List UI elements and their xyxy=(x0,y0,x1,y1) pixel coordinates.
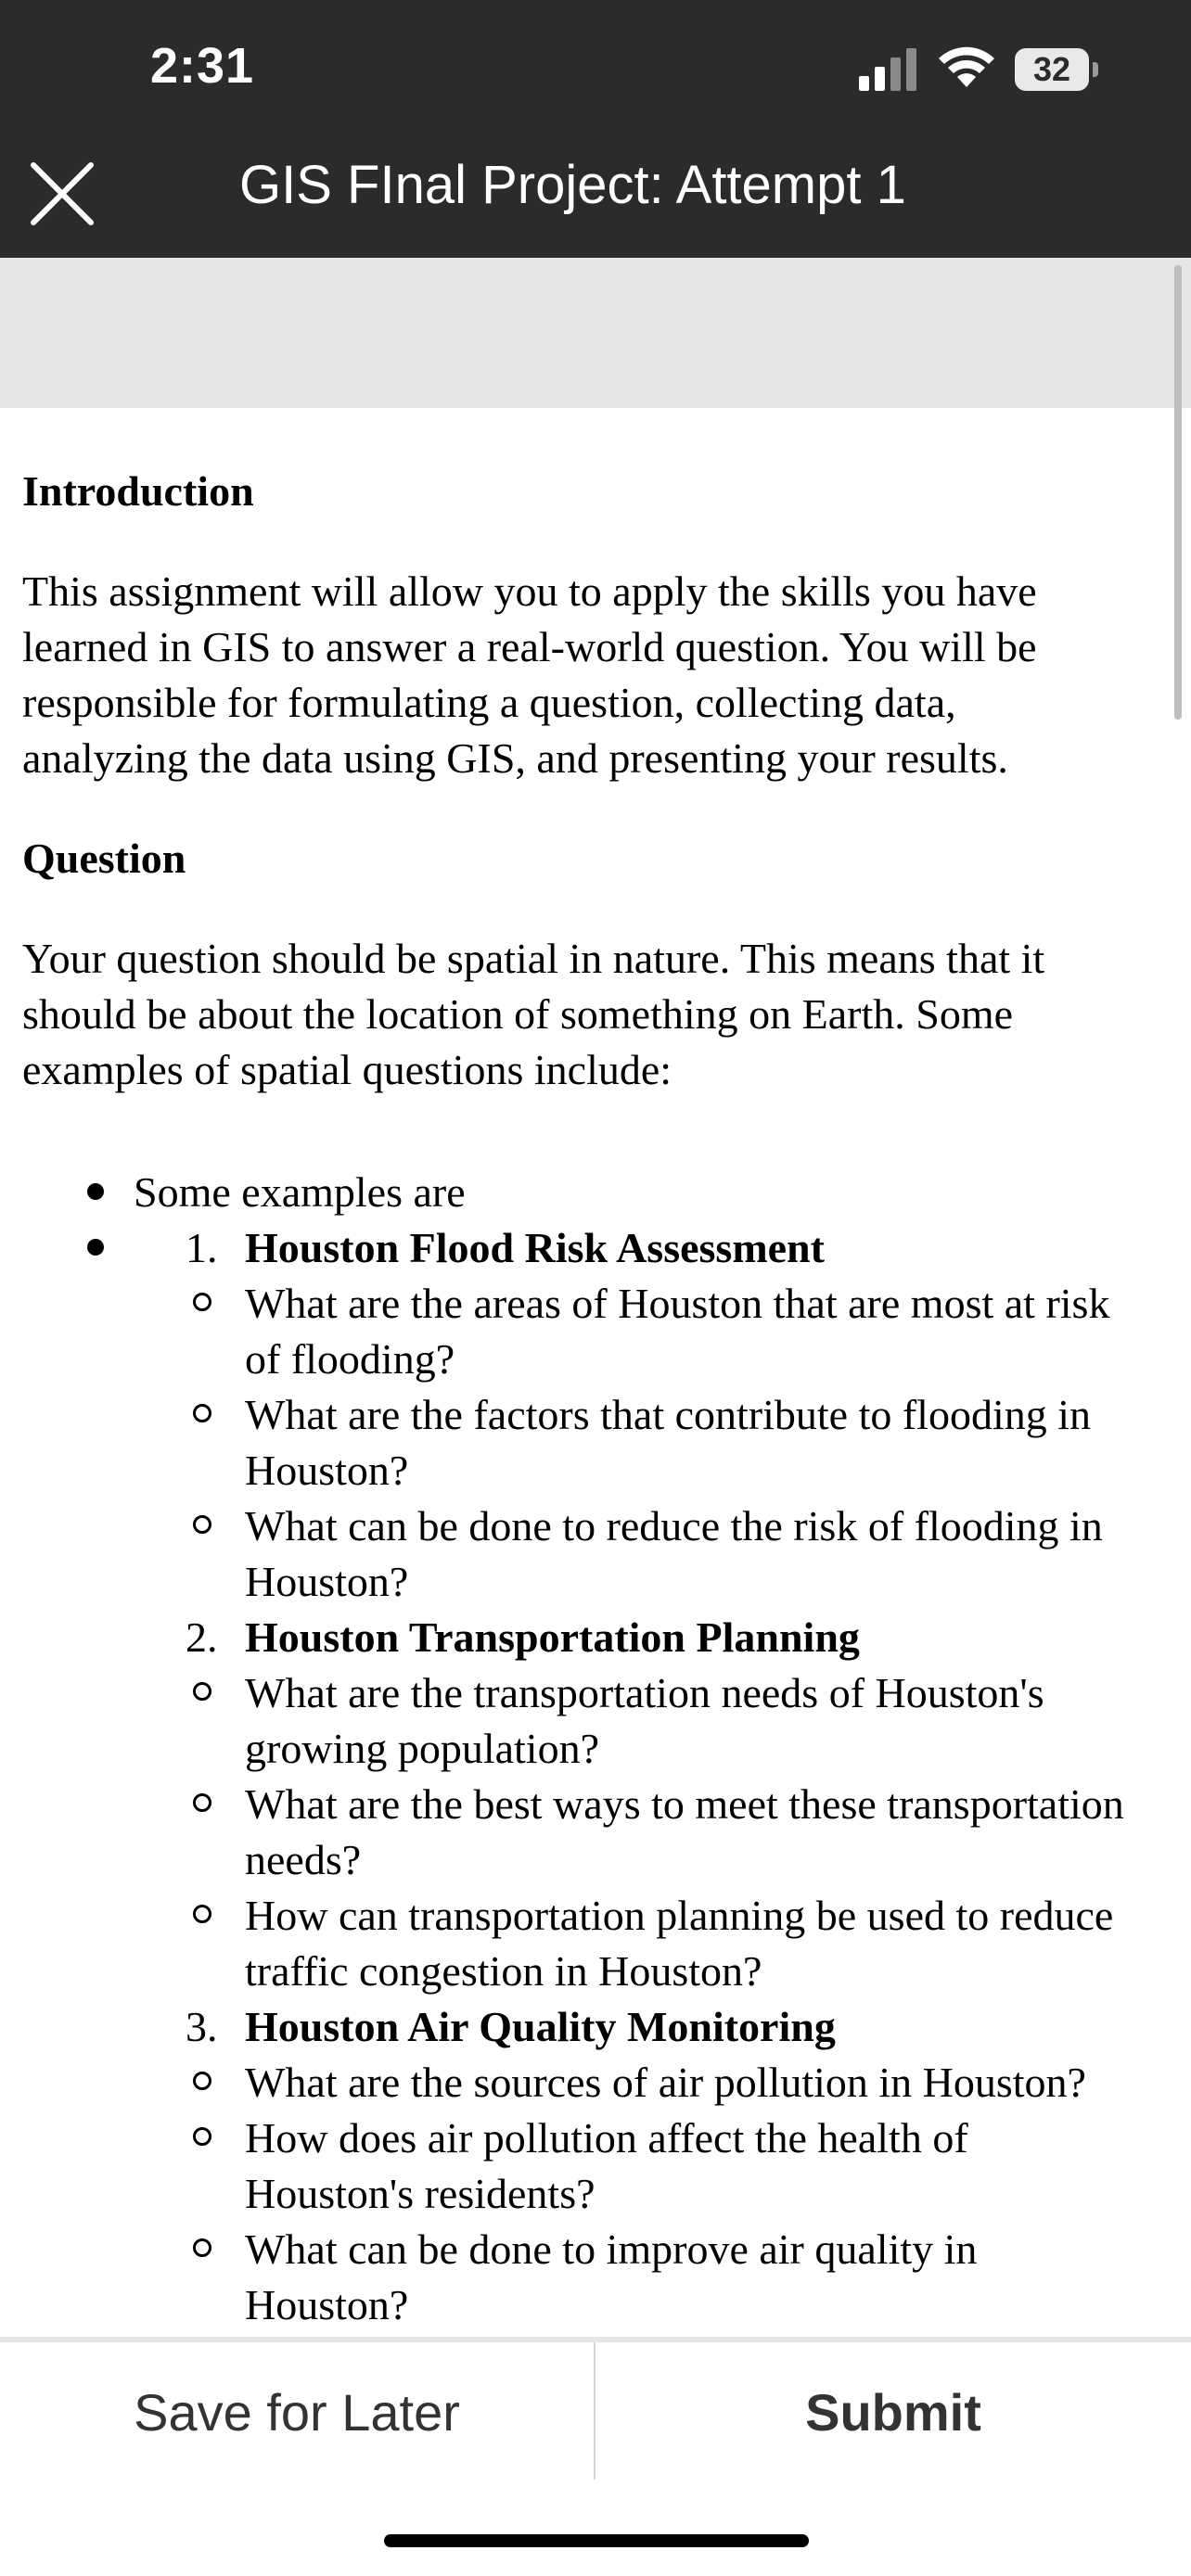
list-item-title: Houston Air Quality Monitoring xyxy=(245,2003,836,2050)
bullet-circle xyxy=(193,1905,211,1923)
cellular-signal-icon xyxy=(857,48,920,91)
list-item-title: Houston Flood Risk Assessment xyxy=(245,1224,825,1271)
intro-line: This assignment will allow you to apply the skills you have xyxy=(22,567,1037,615)
intro-line: responsible for formulating a question, collecting data, xyxy=(22,679,956,726)
bullet-circle xyxy=(193,1404,211,1422)
bullet-circle xyxy=(193,1793,211,1812)
status-time: 2:31 xyxy=(150,38,255,94)
wifi-icon xyxy=(937,45,996,91)
list-item: Some examples are xyxy=(134,1168,466,1216)
battery-icon xyxy=(1015,48,1100,91)
battery-level: 32 xyxy=(1032,50,1071,88)
list-subitem: of flooding? xyxy=(245,1335,455,1383)
list-subitem: What are the factors that contribute to flooding in xyxy=(245,1391,1092,1438)
list-subitem: needs? xyxy=(245,1836,362,1883)
top-bar xyxy=(0,0,1191,258)
list-subitem: What are the best ways to meet these transportation xyxy=(245,1780,1124,1828)
list-number: 2. xyxy=(186,1613,218,1661)
page-title: GIS FInal Project: Attempt 1 xyxy=(239,155,906,215)
bullet-disc xyxy=(87,1183,104,1200)
heading-introduction: Introduction xyxy=(22,467,254,515)
footer-bar xyxy=(0,2342,1191,2481)
bullet-circle xyxy=(193,2072,211,2090)
question-line: Your question should be spatial in nature. This means that it xyxy=(22,935,1045,982)
heading-question: Question xyxy=(22,835,186,882)
list-number: 1. xyxy=(186,1224,218,1271)
header-banner xyxy=(0,258,1191,408)
bullet-circle xyxy=(193,2238,211,2257)
list-subitem: growing population? xyxy=(245,1725,599,1772)
home-indicator[interactable] xyxy=(384,2534,809,2547)
bullet-circle xyxy=(193,1293,211,1311)
bullet-disc xyxy=(87,1239,104,1256)
list-subitem: How does air pollution affect the health of xyxy=(245,2114,968,2162)
scrollbar[interactable] xyxy=(1174,265,1182,720)
question-line: examples of spatial questions include: xyxy=(22,1046,672,1093)
list-subitem: What are the areas of Houston that are most at risk xyxy=(245,1280,1110,1327)
intro-line: analyzing the data using GIS, and presenting your results. xyxy=(22,734,1008,782)
intro-line: learned in GIS to answer a real-world question. You will be xyxy=(22,623,1037,670)
list-subitem: How can transportation planning be used to reduce xyxy=(245,1892,1114,1939)
list-subitem: traffic congestion in Houston? xyxy=(245,1947,762,1995)
question-line: should be about the location of something on Earth. Some xyxy=(22,990,1014,1038)
list-number: 3. xyxy=(186,2003,218,2050)
list-subitem: What are the sources of air pollution in Houston? xyxy=(245,2059,1086,2106)
bullet-circle xyxy=(193,1515,211,1534)
list-subitem: Houston's residents? xyxy=(245,2170,596,2217)
list-subitem: Houston? xyxy=(245,2281,409,2328)
list-subitem: Houston? xyxy=(245,1558,409,1605)
assignment-content xyxy=(22,464,1172,1098)
list-subitem: What are the transportation needs of Houston's xyxy=(245,1669,1044,1716)
list-subitem: What can be done to improve air quality in xyxy=(245,2225,978,2273)
list-subitem: What can be done to reduce the risk of flooding in xyxy=(245,1502,1103,1549)
bullet-circle xyxy=(193,2127,211,2146)
list-subitem: Houston? xyxy=(245,1447,409,1494)
bullet-circle xyxy=(193,1682,211,1701)
close-icon[interactable] xyxy=(24,158,102,232)
save-for-later-button[interactable]: Save for Later xyxy=(134,2382,460,2442)
submit-button[interactable]: Submit xyxy=(805,2382,981,2442)
list-item-title: Houston Transportation Planning xyxy=(245,1613,860,1661)
